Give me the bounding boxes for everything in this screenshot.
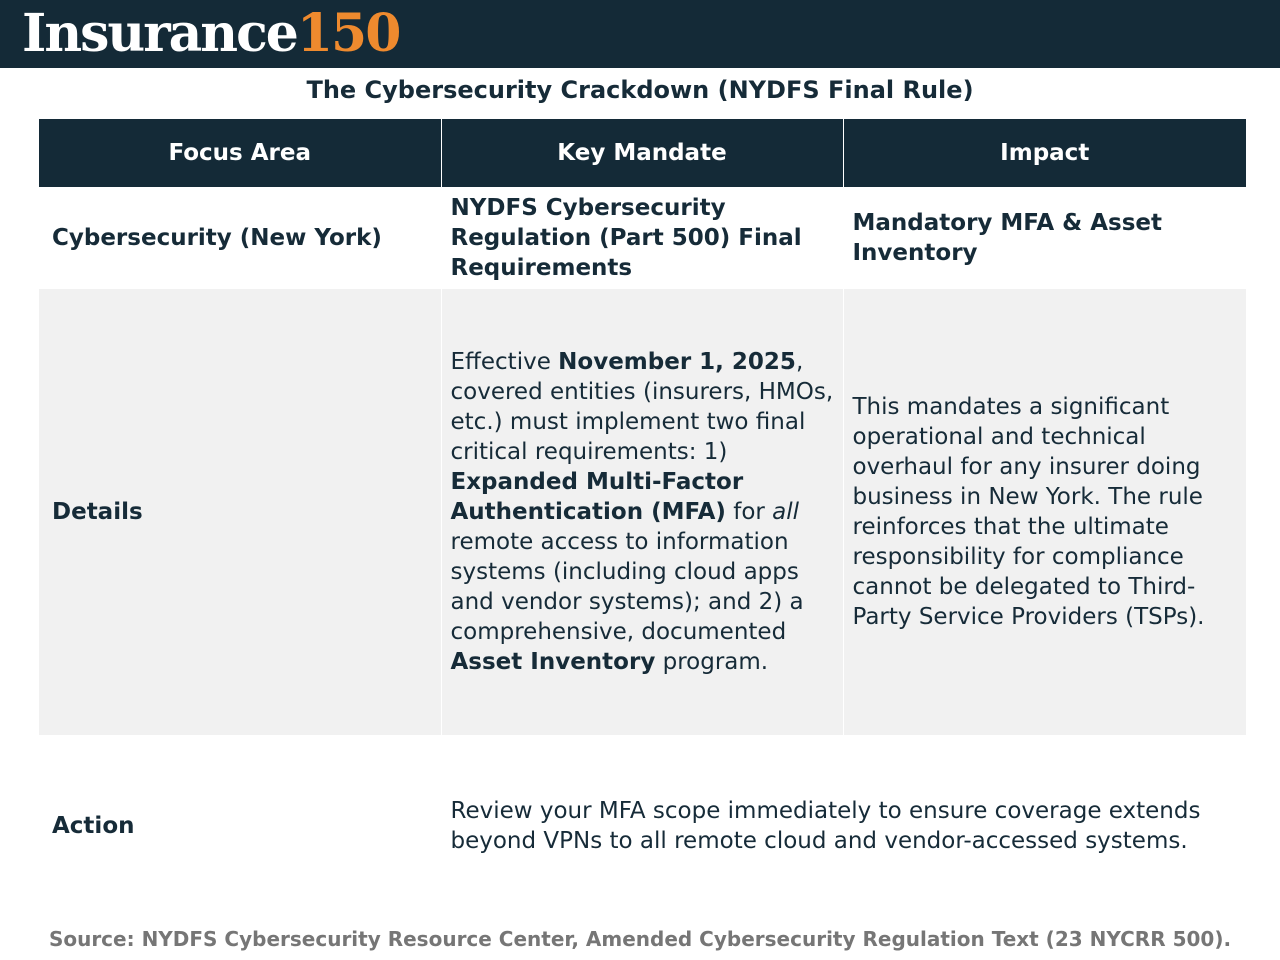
logo-word: Insurance — [22, 3, 297, 64]
details-text-1: Effective — [450, 349, 559, 375]
details-text-4: remote access to information systems (including cloud apps and vendor systems); and 2) a comprehensive, documented — [450, 529, 804, 645]
cell-impact: Mandatory MFA & Asset Inventory — [843, 187, 1246, 289]
page-title: The Cybersecurity Crackdown (NYDFS Final Rule) — [306, 76, 974, 104]
row-label-cybersecurity: Cybersecurity (New York) — [39, 187, 441, 289]
row-label-action: Action — [39, 735, 441, 917]
cell-key-mandate: NYDFS Cybersecurity Regulation (Part 500) Final Requirements — [441, 187, 843, 289]
table-row-details — [39, 289, 1246, 735]
details-effective-date: November 1, 2025 — [558, 349, 796, 375]
details-text-5: program. — [655, 649, 769, 675]
column-header-impact: Impact — [843, 119, 1246, 187]
cell-details-mandate — [441, 289, 843, 735]
row-label-details: Details — [39, 289, 441, 735]
mandate-table — [39, 119, 1246, 917]
source-citation: Source: NYDFS Cybersecurity Resource Center, Amended Cybersecurity Regulation Text (23 NYCRR 500). — [48, 927, 1232, 951]
details-asset-inventory: Asset Inventory — [450, 649, 656, 675]
table-row-action — [39, 735, 1246, 917]
details-text-2: , covered entities (insurers, HMOs, etc.) must implement two final critical requirements: 1) — [450, 349, 834, 465]
details-mfa-requirement: Expanded Multi-Factor Authentication (MFA) — [450, 469, 744, 525]
details-emphasis-all: all — [772, 499, 800, 525]
table-header-row — [39, 119, 1246, 187]
table-row-cybersecurity — [39, 187, 1246, 289]
brand-logo — [22, 0, 399, 68]
header-bar — [0, 0, 1280, 68]
cell-details-impact: This mandates a significant operational and technical overhaul for any insurer doing business in New York. The rule reinforces that the ultimate responsibility for compliance cannot be delegated to Third-Party Service Providers (TSPs). — [843, 289, 1246, 735]
column-header-focus-area: Focus Area — [39, 119, 441, 187]
logo-number: 150 — [296, 3, 400, 64]
details-text-3: for — [725, 499, 773, 525]
column-header-key-mandate: Key Mandate — [441, 119, 843, 187]
cell-action-text: Review your MFA scope immediately to ensure coverage extends beyond VPNs to all remote cloud and vendor-accessed systems. — [441, 735, 1246, 917]
